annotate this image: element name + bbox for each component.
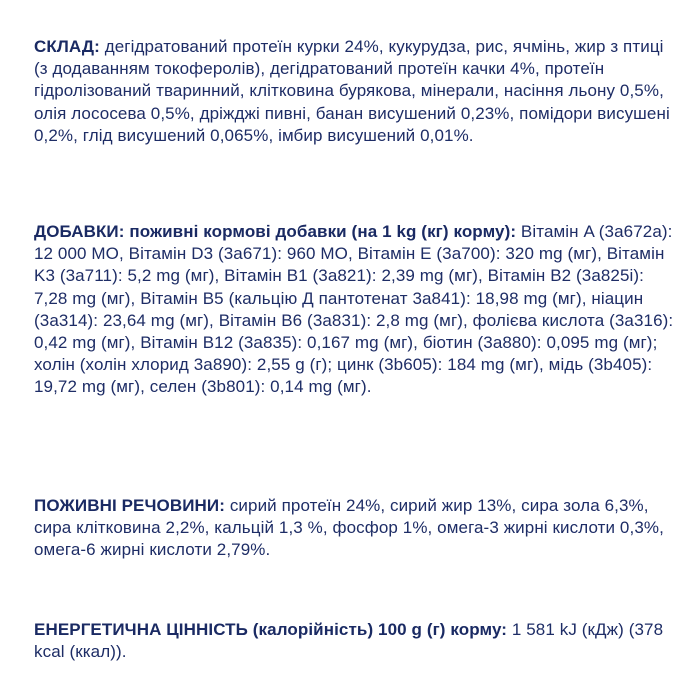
energy-text: 1 581 kJ (кДж) (378 kcal (ккал)). [34,620,664,662]
composition-text: дегідратований протеїн курки 24%, кукурудза, рис, ячмінь, жир з птиці (з додаванням токоферолів), дегідратований протеїн качки 4%, протеїн гідролізований тваринний, клітковина бурякова, мінерали, насіння льону 0,5%, олія лососева 0,5%, дріжджі пивні, банан висушений 0,23%, помідори висушені 0,2%, глід висушений 0,065%, імбир висушений 0,01%. [34,37,670,145]
additives-section [34,221,674,399]
additives-heading: ДОБАВКИ: поживні кормові добавки (на 1 kg (кг) корму): [34,222,517,241]
energy-section [34,619,674,663]
nutrients-section [34,495,674,562]
nutrients-heading: ПОЖИВНІ РЕЧОВИНИ: [34,496,225,515]
energy-heading: ЕНЕРГЕТИЧНА ЦІННІСТЬ (калорійність) 100 g (г) корму: [34,620,508,639]
additives-text: Вітамін A (3a672a): 12 000 МО, Вітамін D3 (3a671): 960 МО, Вітамін E (3a700): 320 mg (мг), Вітамін K3 (3a711): 5,2 mg (мг), Вітамін B1 (3a821): 2,39 mg (мг), Вітамін B2 (3a825i): 7,28 mg (мг), Вітамін B5 (кальцію Д пантотенат 3a841): 18,98 mg (мг), ніацин (3a314): 23,64 mg (мг), Вітамін B6 (3a831): 2,8 mg (мг), фолієва кислота (3a316): 0,42 mg (мг), Вітамін B12 (3a835): 0,167 mg (мг), біотин (3a880): 0,095 mg (мг); холін (холін хлорид 3a890): 2,55 g (г); цинк (3b605): 184 mg (мг), мідь (3b405): 19,72 mg (мг), селен (3b801): 0,14 mg (мг). [34,222,674,397]
composition-heading: СКЛАД: [34,37,100,56]
composition-section [34,36,674,147]
nutrients-text: сирий протеїн 24%, сирий жир 13%, сира зола 6,3%, сира клітковина 2,2%, кальцій 1,3 %, фосфор 1%, омега-3 жирні кислоти 0,3%, омега-6 жирні кислоти 2,79%. [34,496,664,560]
